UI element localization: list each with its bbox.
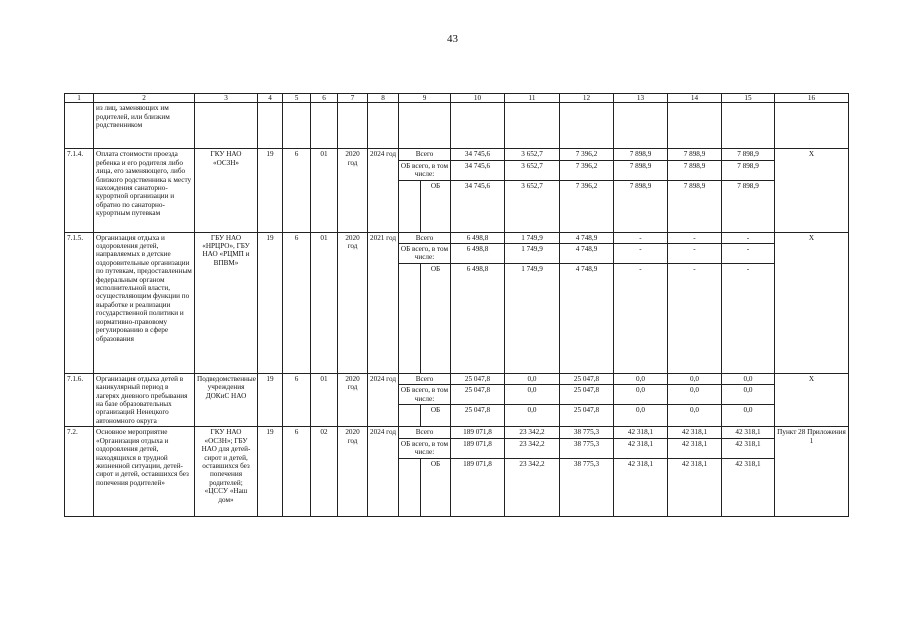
amount-cell: 3 652,7 <box>505 180 560 232</box>
amount-cell: 42 318,1 <box>614 427 668 438</box>
amount-cell: 0,0 <box>614 373 668 384</box>
header-row <box>65 94 849 103</box>
amount-cell: 34 745,6 <box>451 180 505 232</box>
description-cell: Оплата стоимости проезда ребенка и его родителя либо лица, его заменяющего, либо близкого родственника к месту нахождения санаторно-курортной организации и обратно по санаторно-курортным путевкам <box>94 149 195 232</box>
amount-cell: 4 748,9 <box>560 232 614 243</box>
amount-cell: 3 652,7 <box>505 160 560 180</box>
executor-cell: ГКУ НАО «ОСЗН» <box>195 149 258 232</box>
header-cell: 1 <box>65 94 94 103</box>
amount-cell: 0,0 <box>614 405 668 427</box>
header-cell: 10 <box>451 94 505 103</box>
header-cell: 15 <box>722 94 775 103</box>
amount-cell: - <box>722 263 775 373</box>
amount-cell: 6 498,8 <box>451 232 505 243</box>
header-cell: 13 <box>614 94 668 103</box>
amount-cell: 189 071,8 <box>451 458 505 516</box>
amount-cell: 42 318,1 <box>668 438 722 458</box>
amount-cell: 0,0 <box>668 405 722 427</box>
note-cell: Х <box>775 149 849 232</box>
header-cell: 7 <box>338 94 368 103</box>
source-label: ОБ всего, в том числе: <box>399 438 451 458</box>
executor-cell: ГБУ НАО «НРЦРО», ГБУ НАО «РЦМП и ВПВМ» <box>195 232 258 373</box>
source-label: Всего <box>399 149 451 160</box>
code-cell: 6 <box>283 232 311 373</box>
table-row <box>65 149 849 160</box>
amount-cell: 3 652,7 <box>505 149 560 160</box>
end-year: 2024 год <box>368 373 399 426</box>
amount-cell: 0,0 <box>505 373 560 384</box>
amount-cell: 7 898,9 <box>614 149 668 160</box>
amount-cell: 7 898,9 <box>722 180 775 232</box>
amount-cell: 42 318,1 <box>722 458 775 516</box>
code-cell: 19 <box>258 373 283 426</box>
header-cell: 6 <box>311 94 338 103</box>
amount-cell: 4 748,9 <box>560 244 614 264</box>
amount-cell: 42 318,1 <box>668 458 722 516</box>
header-cell: 11 <box>505 94 560 103</box>
source-label: ОБ <box>421 458 451 516</box>
source-label: ОБ <box>421 180 451 232</box>
description-cell: Организация отдыха детей в каникулярный период в лагерях дневного пребывания на базе образовательных организаций Ненецкого автономного округа <box>94 373 195 426</box>
amount-cell: 6 498,8 <box>451 263 505 373</box>
amount-cell: 189 071,8 <box>451 438 505 458</box>
source-label: Всего <box>399 427 451 438</box>
amount-cell: - <box>668 263 722 373</box>
table-row <box>65 232 849 243</box>
description-cell: Организация отдыха и оздоровления детей, направляемых в детские оздоровительные организации по путевкам, предоставленным федеральным органом исполнительной власти, осуществляющим функции по выработке и реализации государственной политики и нормативно-правовому регулированию в сфере образования <box>94 232 195 373</box>
amount-cell: - <box>614 244 668 264</box>
amount-cell: 0,0 <box>722 373 775 384</box>
amount-cell: 25 047,8 <box>451 373 505 384</box>
amount-cell: 7 898,9 <box>668 160 722 180</box>
amount-cell: 7 898,9 <box>668 149 722 160</box>
program-table <box>64 93 849 517</box>
amount-cell: 23 342,2 <box>505 458 560 516</box>
start-year: 2020 год <box>338 373 368 426</box>
note-cell: Пункт 28 Приложения 1 <box>775 427 849 516</box>
amount-cell: 25 047,8 <box>451 405 505 427</box>
source-label: ОБ всего, в том числе: <box>399 244 451 264</box>
code-cell: 19 <box>258 149 283 232</box>
amount-cell: 25 047,8 <box>451 385 505 405</box>
amount-cell: 42 318,1 <box>722 427 775 438</box>
amount-cell: 1 749,9 <box>505 244 560 264</box>
table-row <box>65 103 849 149</box>
end-year: 2021 год <box>368 232 399 373</box>
code-cell: 6 <box>283 149 311 232</box>
end-year: 2024 год <box>368 427 399 516</box>
amount-cell: 38 775,3 <box>560 427 614 438</box>
amount-cell: 4 748,9 <box>560 263 614 373</box>
amount-cell: 0,0 <box>505 385 560 405</box>
amount-cell: 34 745,6 <box>451 160 505 180</box>
amount-cell: 0,0 <box>614 385 668 405</box>
source-label: Всего <box>399 373 451 384</box>
table-row <box>65 427 849 438</box>
start-year: 2020 год <box>338 427 368 516</box>
code-cell: 19 <box>258 427 283 516</box>
header-cell: 5 <box>283 94 311 103</box>
amount-cell: 1 749,9 <box>505 232 560 243</box>
amount-cell: 23 342,2 <box>505 427 560 438</box>
source-label: ОБ всего, в том числе: <box>399 160 451 180</box>
amount-cell: 25 047,8 <box>560 385 614 405</box>
amount-cell: 189 071,8 <box>451 427 505 438</box>
source-label: Всего <box>399 232 451 243</box>
amount-cell: 0,0 <box>722 405 775 427</box>
start-year: 2020 год <box>338 149 368 232</box>
amount-cell: 7 898,9 <box>614 160 668 180</box>
row-code: 7.1.6. <box>65 373 94 426</box>
code-cell: 01 <box>311 149 338 232</box>
amount-cell: - <box>614 263 668 373</box>
note-cell: Х <box>775 232 849 373</box>
amount-cell: 34 745,6 <box>451 149 505 160</box>
executor-cell: ГКУ НАО «ОСЗН»; ГБУ НАО для детей-сирот и детей, оставшихся без попечения родителей; «ЦССУ «Наш дом» <box>195 427 258 516</box>
amount-cell: 0,0 <box>668 385 722 405</box>
amount-cell: 7 396,2 <box>560 149 614 160</box>
amount-cell: 42 318,1 <box>614 458 668 516</box>
amount-cell: 7 898,9 <box>722 149 775 160</box>
amount-cell: 6 498,8 <box>451 244 505 264</box>
code-cell: 01 <box>311 373 338 426</box>
header-cell: 12 <box>560 94 614 103</box>
header-cell: 2 <box>94 94 195 103</box>
code-cell: 19 <box>258 232 283 373</box>
amount-cell: 0,0 <box>505 405 560 427</box>
end-year: 2024 год <box>368 149 399 232</box>
header-cell: 14 <box>668 94 722 103</box>
amount-cell: - <box>614 232 668 243</box>
row-code: 7.2. <box>65 427 94 516</box>
amount-cell: 42 318,1 <box>722 438 775 458</box>
row-code: 7.1.4. <box>65 149 94 232</box>
amount-cell: 25 047,8 <box>560 405 614 427</box>
description-cell: Основное мероприятие «Организация отдыха и оздоровления детей, находящихся в трудной жизненной ситуации, детей-сирот и детей, оставшихся без попечения родителей» <box>94 427 195 516</box>
code-cell: 02 <box>311 427 338 516</box>
executor-cell: Подведомственные учреждения ДОКиС НАО <box>195 373 258 426</box>
amount-cell: 7 898,9 <box>722 160 775 180</box>
amount-cell: - <box>722 244 775 264</box>
header-cell: 16 <box>775 94 849 103</box>
code-cell: 01 <box>311 232 338 373</box>
amount-cell: - <box>668 232 722 243</box>
page-number: 43 <box>447 33 458 45</box>
amount-cell: 0,0 <box>668 373 722 384</box>
amount-cell: 38 775,3 <box>560 438 614 458</box>
start-year: 2020 год <box>338 232 368 373</box>
amount-cell: - <box>722 232 775 243</box>
source-label: ОБ <box>421 405 451 427</box>
amount-cell: 42 318,1 <box>668 427 722 438</box>
table-row <box>65 373 849 384</box>
amount-cell: 23 342,2 <box>505 438 560 458</box>
header-cell: 4 <box>258 94 283 103</box>
note-cell: Х <box>775 373 849 426</box>
source-label: ОБ <box>421 263 451 373</box>
amount-cell: 7 898,9 <box>614 180 668 232</box>
amount-cell: 7 396,2 <box>560 160 614 180</box>
header-cell: 8 <box>368 94 399 103</box>
amount-cell: - <box>668 244 722 264</box>
amount-cell: 0,0 <box>722 385 775 405</box>
description-cell: из лиц, заменяющих им родителей, или близким родственником <box>94 103 195 149</box>
code-cell: 6 <box>283 427 311 516</box>
header-cell: 3 <box>195 94 258 103</box>
amount-cell: 42 318,1 <box>614 438 668 458</box>
amount-cell: 1 749,9 <box>505 263 560 373</box>
amount-cell: 7 396,2 <box>560 180 614 232</box>
amount-cell: 25 047,8 <box>560 373 614 384</box>
source-label: ОБ всего, в том числе: <box>399 385 451 405</box>
amount-cell: 7 898,9 <box>668 180 722 232</box>
header-cell: 9 <box>399 94 451 103</box>
amount-cell: 38 775,3 <box>560 458 614 516</box>
code-cell: 6 <box>283 373 311 426</box>
row-code: 7.1.5. <box>65 232 94 373</box>
